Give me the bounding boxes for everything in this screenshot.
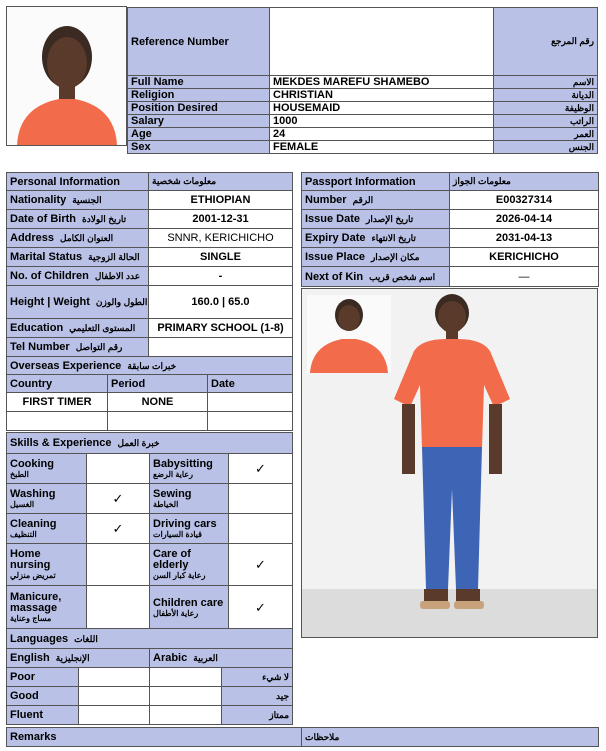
skill-driving-label: Driving cars — [153, 517, 217, 530]
skill-manicure-label: Manicure, massage — [10, 591, 62, 614]
overseas-empty-row — [7, 412, 293, 431]
skill-washing-check: ✓ — [87, 484, 150, 514]
height-weight-label-ar: الطول والوزن — [95, 297, 148, 307]
row-expiry-date — [302, 229, 599, 248]
skill-cooking-label-ar: الطبخ — [10, 469, 29, 479]
issue-date-label-ar: تاريخ الإصدار — [366, 214, 414, 224]
skill-babysitting-label: Babysitting — [153, 457, 213, 470]
reference-value — [270, 8, 494, 76]
row-salary — [128, 115, 598, 128]
education-label-ar: المستوى التعليمي — [69, 323, 136, 333]
skill-elderly-label-ar: رعاية كبار السن — [153, 571, 206, 580]
passport-title-row — [302, 173, 599, 191]
skill-cleaning-label: Cleaning — [10, 517, 57, 530]
skill-nursing-check — [87, 544, 150, 586]
skill-cooking-label: Cooking — [10, 457, 54, 470]
salary-label-ar: الراتب — [494, 115, 598, 128]
language-row-poor — [7, 668, 293, 687]
name-label-ar: الاسم — [494, 76, 598, 89]
sex-label: Sex — [128, 141, 270, 154]
sex-label-ar: الجنس — [494, 141, 598, 154]
nationality-label-ar: الجنسية — [72, 195, 102, 205]
skills-title: Skills & Experience — [10, 437, 112, 449]
row-sex — [128, 141, 598, 154]
salary-label: Salary — [128, 115, 270, 128]
passport-number-label: Number — [305, 194, 347, 206]
language-row-good — [7, 687, 293, 706]
dob-label-ar: تاريخ الولادة — [82, 214, 127, 224]
passport-title-ar: معلومات الجواز — [450, 173, 599, 191]
name-value: MEKDES MAREFU SHAMEBO — [270, 76, 494, 89]
education-value: PRIMARY SCHOOL (1-8) — [149, 319, 293, 338]
personal-title-ar: معلومات شخصية — [149, 173, 293, 191]
children-value: - — [149, 267, 293, 286]
languages-title: Languages — [10, 632, 69, 645]
passport-title: Passport Information — [302, 173, 450, 191]
next-of-kin-value: — — [450, 267, 599, 287]
poor-label: Poor — [7, 668, 79, 687]
tel-label: Tel Number — [10, 341, 70, 353]
skill-manicure-check — [87, 586, 150, 630]
remarks-row — [7, 728, 599, 747]
remarks-table — [6, 727, 599, 747]
english-label-ar: الإنجليزية — [55, 653, 90, 663]
overseas-col-country: Country — [7, 375, 108, 393]
religion-label-ar: الديانة — [494, 89, 598, 102]
marital-label-ar: الحالة الزوجية — [88, 252, 140, 262]
issue-place-label-ar: مكان الإصدار — [370, 252, 420, 262]
row-address — [7, 229, 293, 248]
english-label: English — [10, 652, 50, 664]
overseas-title-row — [7, 357, 293, 375]
row-reference — [128, 8, 598, 76]
tel-label-ar: رقم التواصل — [75, 342, 123, 352]
languages-title-row — [7, 629, 293, 649]
portrait-photo — [6, 6, 127, 146]
personal-title-row — [7, 173, 293, 191]
remarks-label-ar: ملاحظات — [302, 728, 599, 747]
row-next-of-kin — [302, 267, 599, 287]
skills-row-1 — [7, 454, 293, 484]
skills-table — [6, 432, 293, 630]
row-nationality — [7, 191, 293, 210]
overseas-title-ar: خبرات سابقة — [127, 360, 177, 371]
skills-row-5 — [7, 586, 293, 630]
marital-label: Marital Status — [10, 251, 83, 263]
overseas-header-row — [7, 375, 293, 393]
age-value: 24 — [270, 128, 494, 141]
overseas-title: Overseas Experience — [10, 359, 122, 372]
skill-sewing-label: Sewing — [153, 487, 192, 500]
overseas-row — [7, 393, 293, 412]
overseas-date-value — [208, 393, 293, 412]
overseas-table — [6, 356, 293, 431]
nationality-value: ETHIOPIAN — [149, 191, 293, 210]
skills-title-row — [7, 433, 293, 454]
skill-nursing-label-ar: تمريض منزلي — [10, 571, 56, 580]
overseas-col-period: Period — [108, 375, 208, 393]
skill-washing-label-ar: الغسيل — [10, 499, 35, 509]
row-marital — [7, 248, 293, 267]
row-position — [128, 102, 598, 115]
skills-row-2 — [7, 484, 293, 514]
header-table — [127, 7, 598, 154]
skill-babysitting-check: ✓ — [229, 454, 293, 484]
skill-washing-label: Washing — [10, 487, 56, 500]
overseas-period-value: NONE — [108, 393, 208, 412]
education-label: Education — [10, 322, 64, 334]
row-tel — [7, 338, 293, 357]
next-of-kin-label: Next of Kin — [305, 270, 364, 283]
full-body-photo — [301, 288, 598, 638]
languages-table — [6, 628, 293, 725]
skill-elderly-check: ✓ — [229, 544, 293, 586]
skill-sewing-check — [229, 484, 293, 514]
issue-place-value: KERICHICHO — [450, 248, 599, 267]
skills-title-ar: خبرة العمل — [117, 438, 160, 448]
row-height-weight — [7, 286, 293, 319]
address-label-ar: العنوان الكامل — [60, 233, 114, 243]
age-label: Age — [128, 128, 270, 141]
skill-sewing-label-ar: الخياطة — [153, 499, 179, 509]
good-label-ar: جيد — [222, 687, 293, 706]
expiry-date-value: 2031-04-13 — [450, 229, 599, 248]
row-full-name — [128, 76, 598, 89]
row-dob — [7, 210, 293, 229]
skill-nursing-label: Home nursing — [10, 548, 51, 571]
row-religion — [128, 89, 598, 102]
skill-children-label-ar: رعاية الأطفال — [153, 608, 199, 618]
marital-value: SINGLE — [149, 248, 293, 267]
row-children — [7, 267, 293, 286]
children-label: No. of Children — [10, 270, 89, 282]
religion-value: CHRISTIAN — [270, 89, 494, 102]
row-issue-date — [302, 210, 599, 229]
dob-value: 2001-12-31 — [149, 210, 293, 229]
skill-babysitting-label-ar: رعاية الرضع — [153, 469, 193, 479]
religion-label: Religion — [128, 89, 270, 102]
arabic-label-ar: العربية — [193, 653, 218, 663]
arabic-label: Arabic — [153, 652, 188, 664]
row-passport-number — [302, 191, 599, 210]
row-education — [7, 319, 293, 338]
address-value: SNNR, KERICHICHO — [149, 229, 293, 248]
passport-number-label-ar: الرقم — [352, 195, 374, 205]
next-of-kin-label-ar: اسم شخص قريب — [369, 271, 436, 282]
issue-date-label: Issue Date — [305, 213, 361, 225]
children-label-ar: عدد الاطفال — [94, 271, 141, 281]
passport-table — [301, 172, 599, 287]
poor-label-ar: لا شيء — [222, 668, 293, 687]
skill-driving-label-ar: قيادة السيارات — [153, 529, 202, 539]
position-value: HOUSEMAID — [270, 102, 494, 115]
skill-cleaning-label-ar: التنظيف — [10, 529, 37, 539]
position-label-ar: الوظيفة — [494, 102, 598, 115]
languages-header-row — [7, 649, 293, 668]
row-issue-place — [302, 248, 599, 267]
skill-children-label: Children care — [153, 596, 224, 609]
reference-label-ar: رقم المرجع — [494, 8, 598, 76]
personal-title: Personal Information — [7, 173, 149, 191]
skill-children-check: ✓ — [229, 586, 293, 630]
age-label-ar: العمر — [494, 128, 598, 141]
salary-value: 1000 — [270, 115, 494, 128]
dob-label: Date of Birth — [10, 213, 76, 225]
good-label: Good — [7, 687, 79, 706]
passport-number-value: E00327314 — [450, 191, 599, 210]
issue-date-value: 2026-04-14 — [450, 210, 599, 229]
languages-title-ar: اللغات — [74, 633, 98, 644]
skill-cooking-check — [87, 454, 150, 484]
remarks-label: Remarks — [7, 728, 302, 747]
skills-row-3 — [7, 514, 293, 544]
skill-cleaning-check: ✓ — [87, 514, 150, 544]
skill-manicure-label-ar: مساج وعناية — [10, 614, 52, 623]
language-row-fluent — [7, 706, 293, 725]
overseas-col-date: Date — [208, 375, 293, 393]
skill-elderly-label: Care of elderly — [153, 548, 191, 571]
sex-value: FEMALE — [270, 141, 494, 154]
row-age — [128, 128, 598, 141]
fluent-label: Fluent — [7, 706, 79, 725]
expiry-date-label-ar: تاريخ الانتهاء — [371, 233, 416, 243]
reference-label: Reference Number — [128, 8, 270, 76]
issue-place-label: Issue Place — [305, 251, 365, 263]
nationality-label: Nationality — [10, 194, 67, 206]
height-weight-label: Height | Weight — [10, 296, 90, 308]
skills-row-4 — [7, 544, 293, 586]
personal-info-table — [6, 172, 293, 357]
height-weight-value: 160.0 | 65.0 — [149, 286, 293, 319]
expiry-date-label: Expiry Date — [305, 232, 366, 244]
address-label: Address — [10, 232, 55, 244]
tel-value — [149, 338, 293, 357]
skill-driving-check — [229, 514, 293, 544]
fluent-label-ar: ممتاز — [222, 706, 293, 725]
position-label: Position Desired — [128, 102, 270, 115]
overseas-country-value: FIRST TIMER — [7, 393, 108, 412]
name-label: Full Name — [128, 76, 270, 89]
